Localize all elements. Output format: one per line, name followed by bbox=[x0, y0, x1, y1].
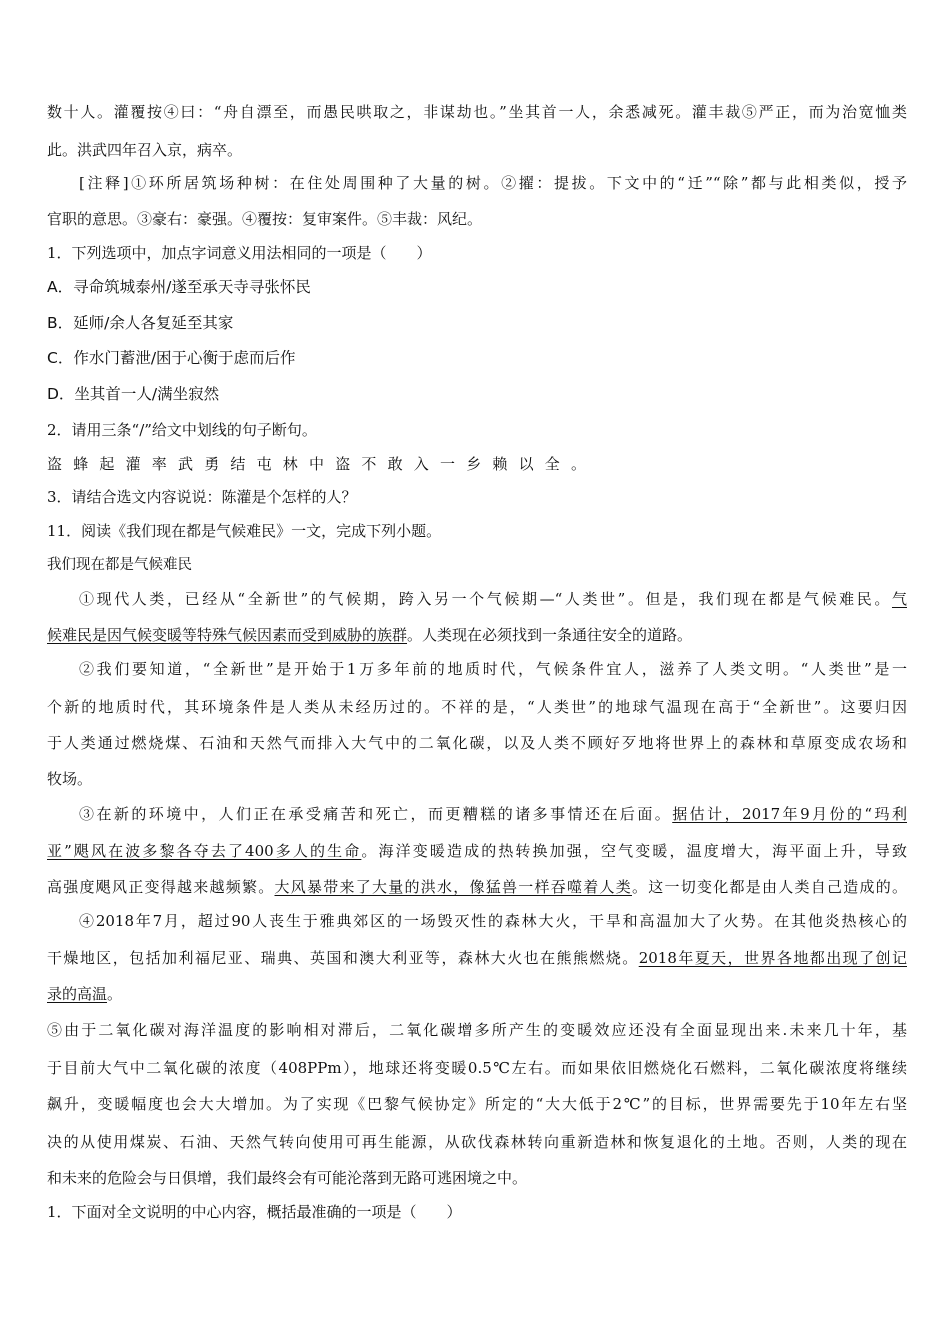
para-4-line: ④2018年7月，超过90人丧生于雅典郊区的一场毁灭性的森林大火，干旱和高温加大了火势。在其他炎热核心的 bbox=[79, 912, 907, 930]
para-3-line bbox=[47, 840, 907, 862]
notes-line: 官职的意思。③豪右：豪强。④覆按：复审案件。⑤丰裁：风纪。 bbox=[47, 210, 483, 228]
para-3-text: ③在新的环境中，人们正在承受痛苦和死亡，而更糟糕的诸多事情还在后面。 bbox=[79, 805, 673, 823]
underlined-text: 2018年夏天，世界各地都出现了创记 bbox=[638, 949, 907, 967]
underlined-text: 大风暴带来了大量的洪水，像猛兽一样吞噬着人类 bbox=[274, 878, 632, 896]
para-4-text: 干燥地区，包括加利福尼亚、瑞典、英国和澳大利亚等，森林大火也在熊熊燃烧。 bbox=[47, 949, 639, 967]
underlined-text: 录的高温 bbox=[47, 985, 108, 1003]
underlined-text: 候难民是因气候变暖等特殊气候因素而受到威胁的族群 bbox=[47, 626, 408, 644]
underlined-text: 气 bbox=[891, 590, 907, 608]
underlined-text: 亚”飓风在波多黎各夺去了400多人的生命 bbox=[47, 842, 362, 860]
question-2: 2．请用三条“/”给文中划线的句子断句。 bbox=[47, 421, 317, 439]
para-3-text: 。这一切变化都是由人类自己造成的。 bbox=[631, 878, 907, 896]
para-5-line: 飙升，变暖幅度也会大大增加。为了实现《巴黎气候协定》所定的“大大低于2℃”的目标，世界需要先于10年左右坚 bbox=[47, 1095, 907, 1113]
para-1-line bbox=[47, 624, 907, 646]
para-2-line: 于人类通过燃烧煤、石油和天然气而排入大气中的二氧化碳，以及人类不顾好歹地将世界上的森林和草原变成农场和 bbox=[47, 734, 907, 752]
para-1-line bbox=[79, 588, 907, 610]
para-3-line bbox=[47, 876, 907, 898]
para-4-line bbox=[47, 947, 907, 969]
question-1: 1．下列选项中，加点字词意义用法相同的一项是（ ） bbox=[47, 244, 432, 262]
para-2-line: 牧场。 bbox=[47, 770, 93, 788]
text-line: 此。洪武四年召入京，病卒。 bbox=[47, 141, 243, 159]
para-3-line bbox=[79, 803, 907, 825]
question-3: 3．请结合选文内容说说：陈灌是个怎样的人？ bbox=[47, 488, 357, 506]
option-d: D．坐其首一人/满坐寂然 bbox=[47, 385, 220, 403]
option-b: B．延师/余人各复延至其家 bbox=[47, 314, 234, 332]
question-last: 1．下面对全文说明的中心内容，概括最准确的一项是（ ） bbox=[47, 1203, 462, 1221]
notes-line: [注释]①环所居筑场种树：在住处周围种了大量的树。②擢：提拔。下文中的“迁”“除”都与此相类似，授予 bbox=[79, 174, 907, 192]
para-3-text: 高强度飓风正变得越来越频繁。 bbox=[47, 878, 275, 896]
para-4-text: 。 bbox=[107, 985, 123, 1003]
para-5-line: 于目前大气中二氧化碳的浓度（408PPm），地球还将变暖0.5℃左右。而如果依旧燃烧化石燃料，二氧化碳浓度将继续 bbox=[47, 1059, 907, 1077]
text-line: 数十人。灌覆按④曰：“舟自漂至，而愚民哄取之，非谋劫也。”坐其首一人，余悉减死。灌丰裁⑤严正，而为治宽恤类 bbox=[47, 103, 907, 121]
option-a: A．寻命筑城泰州/遂至承天寺寻张怀民 bbox=[47, 278, 311, 296]
article-title: 我们现在都是气候难民 bbox=[47, 557, 192, 573]
question-2-sentence: 盗蜂起灌率武勇结屯林中盗不敢入一乡赖以全。 bbox=[47, 455, 598, 473]
para-5-line: 决的从使用煤炭、石油、天然气转向使用可再生能源，从砍伐森林转向重新造林和恢复退化的土地。否则，人类的现在 bbox=[47, 1133, 907, 1151]
para-5-line: 和未来的危险会与日俱增，我们最终会有可能沦落到无路可逃困境之中。 bbox=[47, 1169, 528, 1187]
option-c: C．作水门蓄泄/困于心衡于虑而后作 bbox=[47, 349, 296, 367]
para-1-text: ①现代人类，已经从“全新世”的气候期，跨入另一个气候期—“人类世”。但是，我们现在都是气候难民。 bbox=[79, 590, 892, 608]
para-1-text: 。人类现在必须找到一条通往安全的道路。 bbox=[407, 626, 693, 644]
para-3-text: 。海洋变暖造成的热转换加强，空气变暖，温度增大，海平面上升，导致 bbox=[361, 842, 907, 860]
para-2-line: 个新的地质时代，其环境条件是人类从未经历过的。不祥的是，“人类世”的地球气温现在高于“全新世”。这要归因 bbox=[47, 698, 907, 716]
para-4-line bbox=[47, 983, 907, 1005]
underlined-text: 据估计，2017年9月份的“玛利 bbox=[672, 805, 907, 823]
para-5-line: ⑤由于二氧化碳对海洋温度的影响相对滞后，二氧化碳增多所产生的变暖效应还没有全面显现出来.未来几十年，基 bbox=[47, 1021, 907, 1039]
question-11: 11．阅读《我们现在都是气候难民》一文，完成下列小题。 bbox=[47, 522, 442, 540]
para-2-line: ②我们要知道，“全新世”是开始于1万多年前的地质时代，气候条件宜人，滋养了人类文明。“人类世”是一 bbox=[79, 660, 907, 678]
